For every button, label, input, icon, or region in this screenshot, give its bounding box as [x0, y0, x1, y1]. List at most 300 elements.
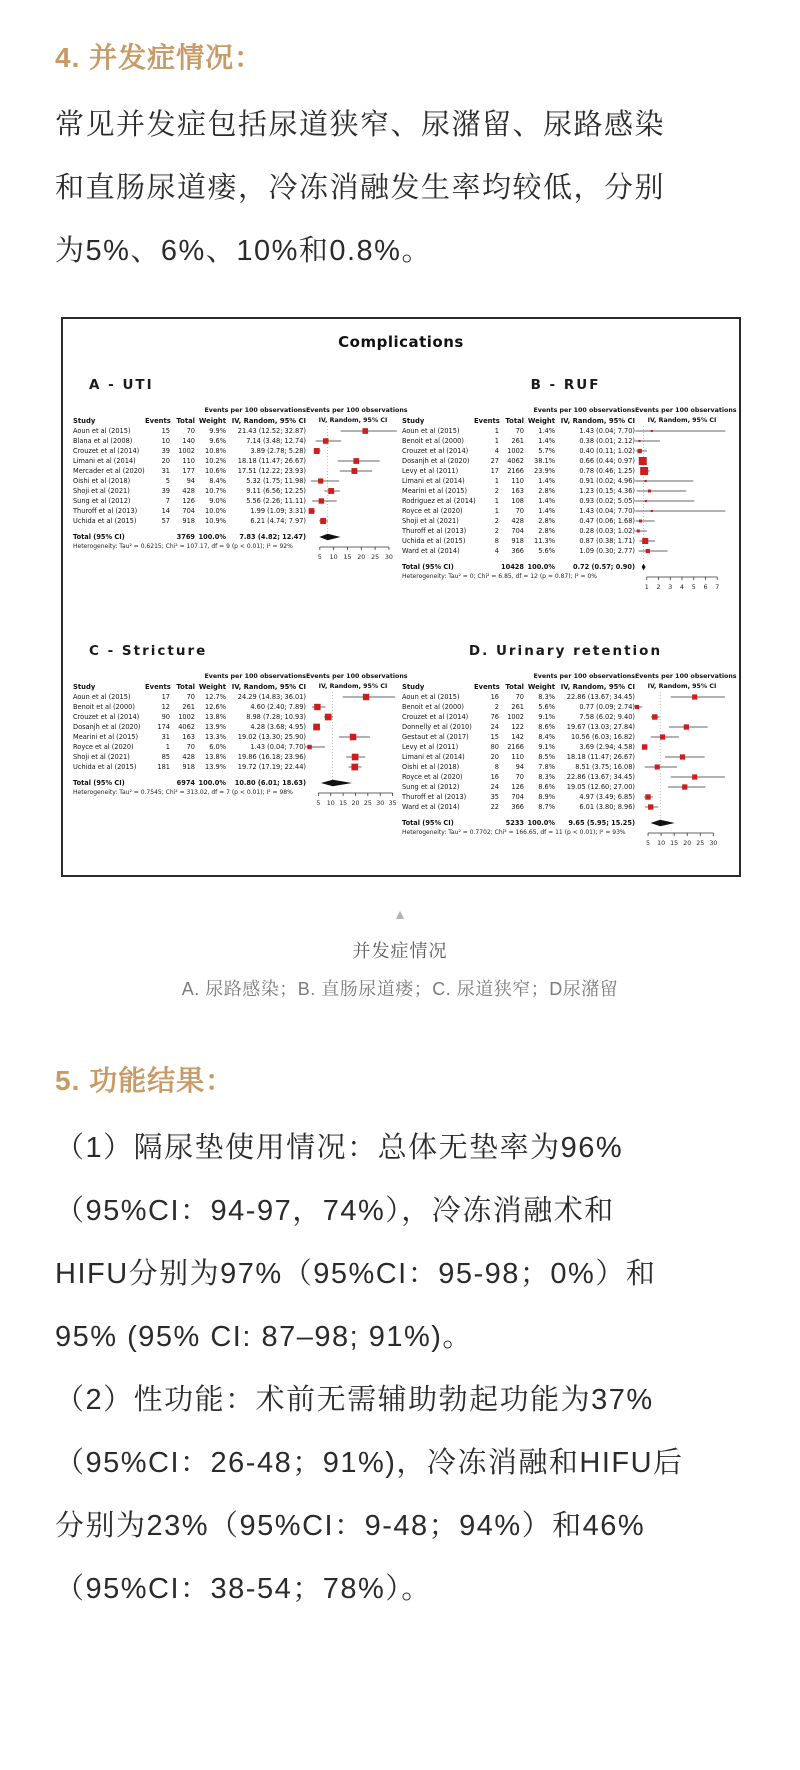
cell: 15 [490, 733, 499, 741]
table-row [402, 762, 635, 772]
forest-table [402, 672, 635, 847]
text-line: 分别为23%（95%CI：9-48；94%）和46% [55, 1510, 646, 1542]
forest-table [402, 406, 635, 591]
cell: 7.14 (3.48; 12.74) [246, 437, 306, 445]
cell: 7.8% [538, 763, 555, 771]
cell: 80 [490, 743, 499, 751]
cell: 57 [161, 517, 170, 525]
text-line: HIFU分别为97%（95%CI：95-98；0%）和 [55, 1258, 657, 1290]
cell: 9.65 (5.95; 15.25) [568, 819, 635, 827]
cell: 2 [494, 527, 499, 535]
cell: 17.51 (12.22; 23.93) [237, 467, 306, 475]
table-row [73, 466, 306, 476]
cell: 8.6% [538, 723, 555, 731]
complications-figure [61, 317, 741, 877]
text-line: （1）隔尿垫使用情况：总体无垫率为96% [55, 1132, 624, 1164]
cell: 6.01 (3.80; 8.96) [579, 803, 635, 811]
table-row [402, 526, 635, 536]
total-row [402, 562, 635, 572]
panel-body [73, 406, 408, 561]
cell [474, 562, 499, 572]
forest-plot-svg [635, 692, 729, 847]
text-line: （2）性功能：术前无需辅助勃起功能为37% [55, 1384, 654, 1416]
total-row [402, 818, 635, 828]
cell: 3.89 (2.78; 5.28) [250, 447, 306, 455]
cell: 70 [186, 693, 195, 701]
table-row [402, 722, 635, 732]
panel-body [73, 672, 408, 807]
svg-text:30: 30 [384, 554, 393, 561]
svg-text:30: 30 [376, 800, 385, 807]
forest-table [73, 672, 306, 807]
cell: 0.66 (0.44; 0.97) [579, 457, 635, 465]
cell: 108 [511, 497, 524, 505]
cell: Uchida et al (2015) [402, 537, 466, 545]
cell: 1.4% [538, 507, 555, 515]
cell: 5.6% [538, 703, 555, 711]
obs-header: Events per 100 observations [635, 407, 737, 414]
panel-body [402, 406, 737, 591]
cell: Benoit et al (2000) [402, 437, 464, 445]
cell: Blana et al (2008) [73, 437, 133, 445]
heterogeneity-note: Heterogeneity: Tau² = 0.6215; Chi² = 107.17, df = 9 (p < 0.01); I² = 92% [73, 543, 293, 550]
table-row [402, 516, 635, 526]
svg-text:5: 5 [317, 554, 322, 561]
obs-header: Events per 100 observations [306, 407, 408, 414]
cell: 7 [165, 497, 170, 505]
cell: 31 [161, 467, 170, 475]
cell: Weight [198, 417, 226, 425]
cell: 704 [182, 507, 195, 515]
svg-text:5: 5 [646, 840, 651, 847]
text-line: （95%CI：94-97，74%），冷冻消融术和 [55, 1195, 615, 1227]
cell: 5233 [505, 819, 524, 827]
table-row [402, 456, 635, 466]
cell: 10.2% [205, 457, 226, 465]
svg-text:15: 15 [670, 840, 679, 847]
table-row [73, 762, 306, 772]
cell: 0.28 (0.03; 1.02) [579, 527, 635, 535]
cell: 0.78 (0.46; 1.25) [579, 467, 635, 475]
cell: 177 [182, 467, 195, 475]
forest-panels-grid [73, 377, 737, 847]
cell: 163 [511, 487, 524, 495]
cell: Crouzet et al (2014) [73, 713, 140, 721]
cell: Crouzet et al (2014) [402, 713, 469, 721]
cell: Sung et al (2012) [73, 497, 131, 505]
table-row [402, 426, 635, 436]
cell: 8.4% [538, 733, 555, 741]
table-row [402, 436, 635, 446]
cell: 10428 [501, 563, 524, 571]
cell: IV, Random, 95% CI [231, 683, 306, 691]
cell: Total [505, 417, 524, 425]
cell: 1 [494, 497, 499, 505]
forest-plot [635, 406, 737, 591]
cell: Study [402, 417, 425, 425]
svg-text:20: 20 [351, 800, 360, 807]
cell: 1.4% [538, 437, 555, 445]
cell: Rodriguez et al (2014) [402, 497, 476, 505]
cell: 19.02 (13.30; 25.90) [237, 733, 306, 741]
cell: 1.23 (0.15; 4.36) [579, 487, 635, 495]
text-line: （95%CI：26-48；91%)，冷冻消融和HIFU后 [55, 1447, 684, 1479]
cell: 428 [182, 487, 195, 495]
text-line: 为5%、6%、10%和0.8%。 [55, 235, 432, 267]
table-row [73, 732, 306, 742]
cell: 2 [494, 487, 499, 495]
cell: 0.72 (0.57; 0.90) [572, 563, 635, 571]
cell: Events [145, 683, 171, 691]
cell: 39 [161, 487, 170, 495]
cell: 8.98 (7.28; 10.93) [246, 713, 306, 721]
cell: Gestaut et al (2017) [402, 733, 469, 741]
cell: 24 [490, 723, 499, 731]
cell: 94 [186, 477, 195, 485]
obs-header: Events per 100 observations [306, 673, 408, 680]
cell: 9.9% [209, 427, 226, 435]
cell [474, 818, 499, 828]
cell: Aoun et al (2015) [73, 693, 131, 701]
cell: 122 [511, 723, 524, 731]
cell: 70 [515, 773, 524, 781]
cell: Limani et al (2014) [73, 457, 136, 465]
cell: 70 [515, 507, 524, 515]
cell: 2.8% [538, 527, 555, 535]
forest-plot [306, 672, 408, 807]
cell: 261 [511, 703, 524, 711]
cell: 174 [157, 723, 170, 731]
table-row [402, 742, 635, 752]
cell: 12.7% [205, 693, 226, 701]
cell: 9.0% [209, 497, 226, 505]
cell: 3769 [176, 533, 195, 541]
cell: 19.72 (17.19; 22.44) [237, 763, 306, 771]
cell: 85 [161, 753, 170, 761]
cell: 8 [494, 537, 499, 545]
cell: Royce et al (2020) [402, 507, 463, 515]
cell: Mercader et al (2020) [73, 467, 145, 475]
cell: 261 [182, 703, 195, 711]
cell: 7.58 (6.02; 9.40) [579, 713, 635, 721]
cell: 22.86 (13.67; 34.45) [566, 693, 635, 701]
figure-title: Complications [338, 333, 464, 351]
cell: 20 [490, 753, 499, 761]
cell: 126 [511, 783, 524, 791]
table-row [73, 742, 306, 752]
cell: Total (95% CI) [402, 819, 454, 827]
forest-panel-a [73, 377, 408, 591]
cell: 704 [511, 793, 524, 801]
cell: 8.5% [538, 753, 555, 761]
cell: 918 [511, 537, 524, 545]
panel-body [402, 672, 737, 847]
cell: 70 [515, 693, 524, 701]
cell: 110 [511, 753, 524, 761]
cell: Crouzet et al (2014) [73, 447, 140, 455]
cell: 23.9% [534, 467, 555, 475]
cell: 12 [161, 703, 170, 711]
forest-plot-svg [306, 426, 400, 561]
table-header-row [73, 682, 306, 692]
cell: 100.0% [198, 779, 226, 787]
cell: 0.91 (0.02; 4.96) [579, 477, 635, 485]
cell: 13.8% [205, 713, 226, 721]
cell: Study [402, 683, 425, 691]
cell: 5.32 (1.75; 11.98) [246, 477, 306, 485]
table-row [402, 782, 635, 792]
cell: 0.47 (0.06; 1.68) [579, 517, 635, 525]
cell: 4 [494, 447, 499, 455]
cell: 181 [157, 763, 170, 771]
cell: Total (95% CI) [73, 779, 125, 787]
cell: 76 [490, 713, 499, 721]
model-header: IV, Random, 95% CI [647, 417, 717, 424]
cell: 6.21 (4.74; 7.97) [250, 517, 306, 525]
cell: 110 [182, 457, 195, 465]
cell: 19.67 (13.03; 27.84) [566, 723, 635, 731]
cell: 9.1% [538, 743, 555, 751]
forest-plot-svg [635, 426, 729, 591]
cell: Total [176, 417, 195, 425]
cell: 10.8% [205, 447, 226, 455]
forest-plot [306, 406, 408, 561]
cell: 0.77 (0.09; 2.74) [579, 703, 635, 711]
svg-text:1: 1 [644, 584, 649, 591]
cell: 8.7% [538, 803, 555, 811]
cell: 6.0% [209, 743, 226, 751]
cell: Events [145, 417, 171, 425]
cell: Weight [527, 417, 555, 425]
cell: 366 [511, 803, 524, 811]
panel-title: A - UTI [89, 377, 154, 393]
model-header: IV, Random, 95% CI [318, 417, 388, 424]
cell: 100.0% [198, 533, 226, 541]
cell: 2.8% [538, 517, 555, 525]
table-row [402, 446, 635, 456]
cell: 11.3% [534, 537, 555, 545]
svg-text:10: 10 [657, 840, 666, 847]
cell: 4.97 (3.49; 6.85) [579, 793, 635, 801]
cell: Royce et al (2020) [73, 743, 134, 751]
svg-text:4: 4 [679, 584, 685, 591]
cell: 70 [186, 743, 195, 751]
total-row [73, 532, 306, 542]
obs-header: Events per 100 observations [204, 673, 306, 680]
table-row [73, 516, 306, 526]
heterogeneity-note: Heterogeneity: Tau² = 0; Chi² = 6.85, df = 12 (p = 0.87); I² = 0% [402, 573, 597, 580]
cell: 5 [165, 477, 170, 485]
cell: Royce et al (2020) [402, 773, 463, 781]
cell: 94 [515, 763, 524, 771]
forest-panel-b [402, 377, 737, 591]
cell: Ward et al (2014) [402, 547, 460, 555]
cell: Shoji et al (2021) [73, 487, 130, 495]
cell: 100.0% [527, 563, 555, 571]
cell: 13.3% [205, 733, 226, 741]
table-row [402, 466, 635, 476]
cell: 1 [494, 477, 499, 485]
cell: Total (95% CI) [73, 533, 125, 541]
total-row [73, 778, 306, 788]
cell: 19.05 (12.60; 27.00) [566, 783, 635, 791]
cell: 70 [515, 427, 524, 435]
cell: 163 [182, 733, 195, 741]
text-line: （95%CI：38-54；78%）。 [55, 1573, 432, 1605]
cell: Levy et al (2011) [402, 467, 459, 475]
obs-header: Events per 100 observations [533, 673, 635, 680]
table-row [402, 496, 635, 506]
svg-text:2: 2 [656, 584, 661, 591]
cell: Aoun et al (2015) [402, 427, 460, 435]
svg-text:20: 20 [357, 554, 366, 561]
table-row [73, 692, 306, 702]
svg-text:5: 5 [316, 800, 321, 807]
cell [145, 532, 170, 542]
cell: 3.69 (2.94; 4.58) [579, 743, 635, 751]
table-row [402, 772, 635, 782]
cell: 1.4% [538, 477, 555, 485]
svg-text:25: 25 [363, 800, 372, 807]
table-row [73, 426, 306, 436]
cell: 1.4% [538, 497, 555, 505]
cell: 8 [494, 763, 499, 771]
cell: 9.6% [209, 437, 226, 445]
cell: 8.9% [538, 793, 555, 801]
model-header: IV, Random, 95% CI [647, 683, 717, 690]
cell: 17 [490, 467, 499, 475]
cell: 10.9% [205, 517, 226, 525]
cell: 0.40 (0.11; 1.02) [579, 447, 635, 455]
table-row [402, 752, 635, 762]
svg-text:30: 30 [709, 840, 718, 847]
cell: IV, Random, 95% CI [560, 417, 635, 425]
svg-text:15: 15 [343, 554, 352, 561]
cell: Oishi et al (2018) [73, 477, 131, 485]
cell: 366 [511, 547, 524, 555]
cell: Weight [527, 683, 555, 691]
table-row [402, 546, 635, 556]
table-row [73, 722, 306, 732]
table-row [73, 702, 306, 712]
cell: Aoun et al (2015) [402, 693, 460, 701]
svg-text:25: 25 [696, 840, 705, 847]
cell: 10.80 (6.01; 18.63) [234, 779, 306, 787]
cell: 70 [186, 427, 195, 435]
cell: 16 [490, 773, 499, 781]
cell: 10.6% [205, 467, 226, 475]
svg-text:6: 6 [703, 584, 708, 591]
caption-title: 并发症情况 [352, 941, 448, 961]
cell: 428 [511, 517, 524, 525]
forest-panel-d [402, 643, 737, 847]
obs-header: Events per 100 observations [204, 407, 306, 414]
cell: Mearini et al (2015) [402, 487, 468, 495]
cell: IV, Random, 95% CI [231, 417, 306, 425]
cell: 8.6% [538, 783, 555, 791]
cell: 4.60 (2.40; 7.89) [250, 703, 306, 711]
cell: 142 [511, 733, 524, 741]
cell: 5.6% [538, 547, 555, 555]
cell: 1.09 (0.30; 2.77) [579, 547, 635, 555]
cell: 1002 [178, 713, 195, 721]
cell: 1 [494, 427, 499, 435]
section5-paragraph [55, 1117, 745, 1621]
cell: Benoit et al (2000) [73, 703, 135, 711]
svg-text:15: 15 [339, 800, 348, 807]
section4-heading: 4. 并发症情况： [55, 42, 264, 73]
cell [145, 778, 170, 788]
cell: 8.3% [538, 693, 555, 701]
cell: 24.29 (14.83; 36.01) [237, 693, 306, 701]
cell: 4062 [507, 457, 524, 465]
forest-plot [635, 672, 737, 847]
cell: 1 [165, 743, 170, 751]
caption-legend: A. 尿路感染；B. 直肠尿道瘘；C. 尿道狭窄；D尿潴留 [181, 979, 619, 999]
table-row [73, 506, 306, 516]
cell: 22 [490, 803, 499, 811]
cell: Dosanjh et al (2020) [73, 723, 141, 731]
cell: 8.4% [209, 477, 226, 485]
cell: Crouzet et al (2014) [402, 447, 469, 455]
cell: 35 [490, 793, 499, 801]
text-line: 和直肠尿道瘘，冷冻消融发生率均较低，分别 [55, 172, 666, 204]
table-row [73, 752, 306, 762]
table-row [402, 486, 635, 496]
cell: 2 [494, 517, 499, 525]
cell: 17 [161, 693, 170, 701]
cell: 13.8% [205, 753, 226, 761]
cell: 10 [161, 437, 170, 445]
cell: 0.38 (0.01; 2.12) [579, 437, 635, 445]
table-header-row [73, 416, 306, 426]
section5-heading: 5. 功能结果： [55, 1065, 235, 1096]
cell: 1002 [507, 447, 524, 455]
cell: 2 [494, 703, 499, 711]
cell: 38.1% [534, 457, 555, 465]
cell: 27 [490, 457, 499, 465]
table-row [73, 446, 306, 456]
cell: 2.8% [538, 487, 555, 495]
cell: Shoji et al (2021) [402, 517, 459, 525]
cell: 1.43 (0.04; 7.70) [579, 507, 635, 515]
cell: Uchida et al (2015) [73, 763, 137, 771]
collapse-triangle-icon: ▲ [393, 906, 407, 922]
table-row [73, 436, 306, 446]
cell: Weight [198, 683, 226, 691]
cell: 8.51 (3.75; 16.08) [575, 763, 635, 771]
cell: Events [474, 417, 500, 425]
cell: 5.56 (2.26; 11.11) [246, 497, 306, 505]
cell: Oishi et al (2018) [402, 763, 460, 771]
table-row [402, 702, 635, 712]
table-row [402, 506, 635, 516]
cell: 2166 [507, 743, 524, 751]
figure-caption [55, 907, 745, 1001]
cell: 110 [511, 477, 524, 485]
forest-plot-svg [306, 692, 400, 807]
cell: 140 [182, 437, 195, 445]
text-line: 95% (95% CI: 87–98; 91%)。 [55, 1321, 473, 1353]
cell: 18.18 (11.47; 26.67) [566, 753, 635, 761]
cell: 19.86 (16.18; 23.96) [237, 753, 306, 761]
cell: 261 [511, 437, 524, 445]
forest-panel-c [73, 643, 408, 847]
cell: 22.86 (13.67; 34.45) [566, 773, 635, 781]
cell: 10.7% [205, 487, 226, 495]
cell: 31 [161, 733, 170, 741]
cell: 10.56 (6.03; 16.82) [571, 733, 635, 741]
